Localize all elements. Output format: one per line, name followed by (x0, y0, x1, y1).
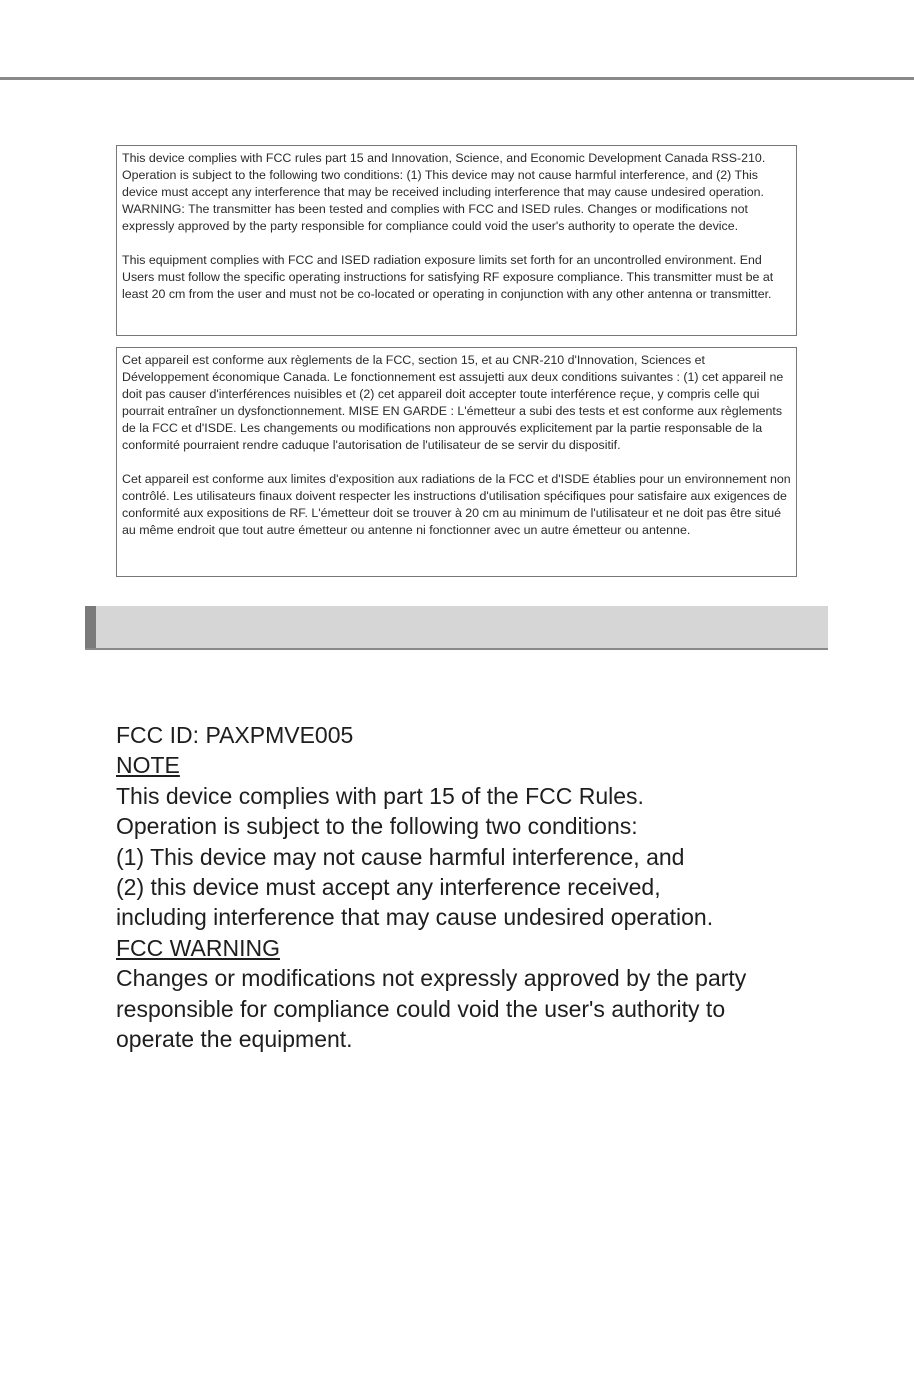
warning-line: responsible for compliance could void the user's authority to (116, 995, 726, 1022)
warning-heading: FCC WARNING (116, 934, 280, 961)
section-header-bar (85, 606, 828, 650)
note-line: (1) This device may not cause harmful interference, and (116, 843, 685, 870)
note-line: (2) this device must accept any interference received, (116, 874, 661, 901)
notice-box-french (116, 347, 797, 577)
notice-fr-paragraph-2: Cet appareil est conforme aux limites d'exposition aux radiations de la FCC et d'ISDE établies pour un environnement non contrôlé. Les utilisateurs finaux doivent respecter les instructions d'utilisation spécifiques pour satisfaire aux exigences de conformité aux expositions de RF. L'émetteur doit se trouver à 20 cm au minimum de l'utilisateur et ne doit pas être situé au même endroit que tout autre émetteur ou antenne ni fonctionner avec un autre émetteur ou antenne. (122, 472, 791, 537)
notice-fr-paragraph-1: Cet appareil est conforme aux règlements de la FCC, section 15, et au CNR-210 d'Innovation, Sciences et Développement économique Canada. Le fonctionnement est assujetti aux deux conditions suivantes : (1) cet appareil ne doit pas causer d'interférences nuisibles et (2) cet appareil doit accepter toute interférence reçue, y compris celle qui pourrait entraîner un dysfonctionnement. MISE EN GARDE : L'émetteur a subi des tests et est conforme aux règlements de la FCC et d'ISDE. Les changements ou modifications non approuvés explicitement par la partie responsable de la conformité pourraient rendre caduque l'autorisation de l'utilisateur de se servir du dispositif. (122, 353, 784, 452)
warning-line: operate the equipment. (116, 1026, 353, 1053)
fcc-statement (116, 720, 816, 1054)
notice-box-english (116, 145, 797, 336)
note-line: including interference that may cause undesired operation. (116, 904, 714, 931)
top-rule (0, 77, 914, 80)
notice-en-paragraph-2: This equipment complies with FCC and ISED radiation exposure limits set forth for an uncontrolled environment. End Users must follow the specific operating instructions for satisfying RF exposure compliance. This transmitter must be at least 20 cm from the user and must not be co-located or operating in conjunction with any other antenna or transmitter. (122, 253, 774, 301)
note-line: Operation is subject to the following two conditions: (116, 813, 638, 840)
note-line: This device complies with part 15 of the FCC Rules. (116, 782, 644, 809)
section-header-accent (85, 606, 96, 648)
notice-en-paragraph-1: This device complies with FCC rules part 15 and Innovation, Science, and Economic Development Canada RSS-210. Operation is subject to the following two conditions: (1) This device may not cause harmful interference, and (2) This device must accept any interference that may be received including interference that may cause undesired operation. WARNING: The transmitter has been tested and complies with FCC and ISED rules. Changes or modifications not expressly approved by the party responsible for compliance could void the user's authority to operate the device. (122, 151, 766, 233)
warning-line: Changes or modifications not expressly approved by the party (116, 965, 747, 992)
note-heading: NOTE (116, 752, 180, 779)
fcc-id: FCC ID: PAXPMVE005 (116, 722, 354, 748)
